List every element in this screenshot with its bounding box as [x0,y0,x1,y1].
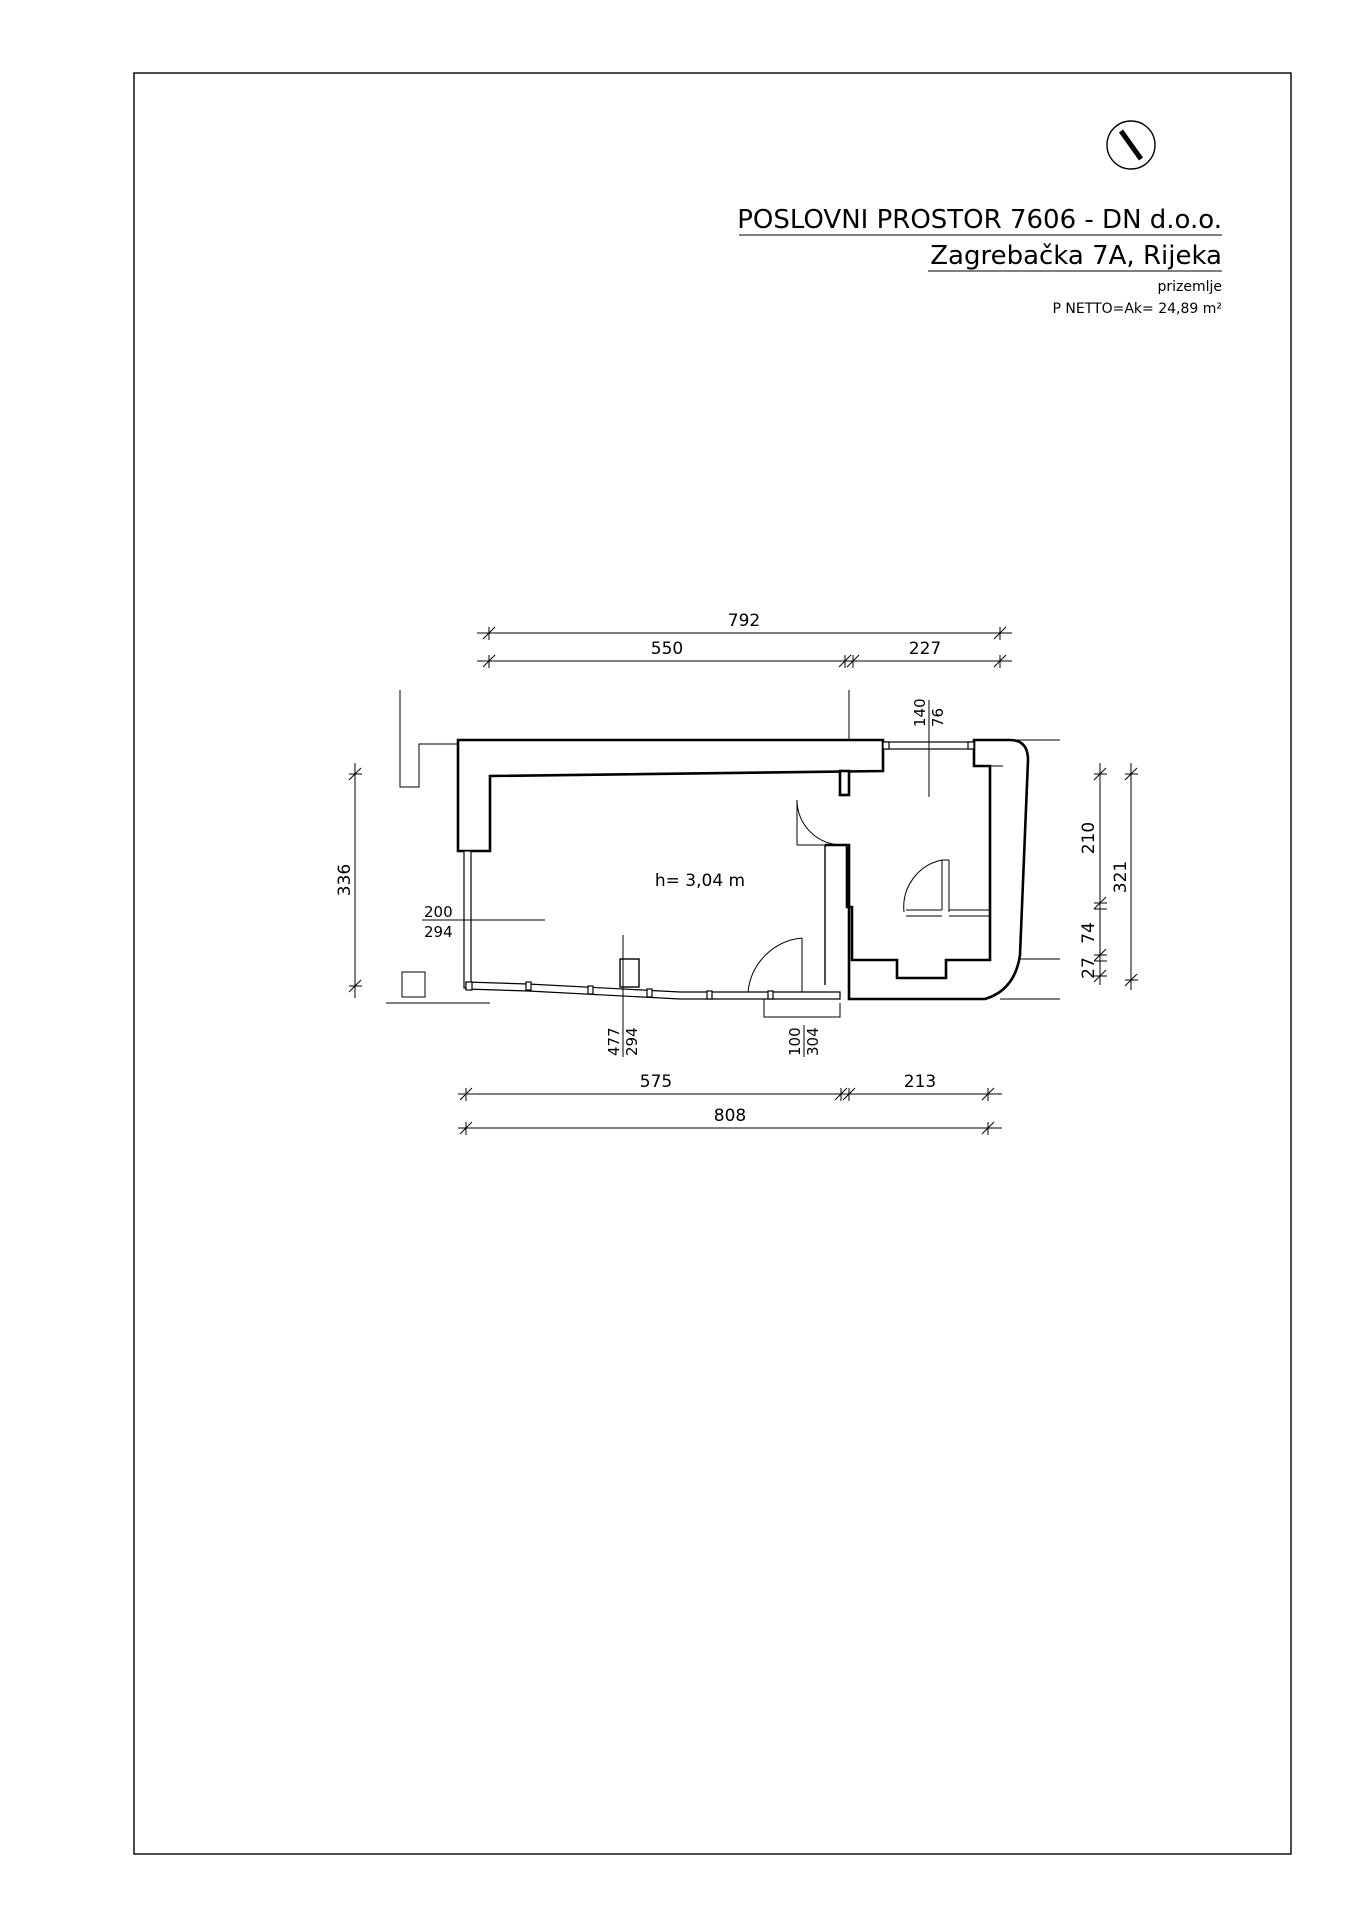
dimension-bottom-total: 808 [713,1106,747,1126]
dimension-right-total: 321 [1111,860,1131,894]
dimension-bottom-right: 213 [903,1072,937,1092]
wall-column [840,771,849,795]
front-window-height: 294 [623,1027,641,1056]
dimension-left-height: 336 [335,863,355,897]
front-window-width: 477 [605,1027,623,1056]
sheet-border [134,73,1291,1854]
window-left-width: 200 [424,903,453,921]
title-block [737,205,1222,317]
dimension-right-upper: 210 [1079,821,1099,855]
north-arrow-icon [1107,121,1155,169]
title-line-2: Zagrebačka 7A, Rijeka [930,241,1222,271]
dimension-left [335,763,362,998]
title-line-1: POSLOVNI PROSTOR 7606 - DN d.o.o. [737,205,1222,235]
wall-north [458,740,883,851]
dimension-right-low: 27 [1079,957,1099,979]
dimension-top-right: 227 [908,639,942,659]
dimension-top-left: 550 [650,639,684,659]
area-label: P NETTO=Ak= 24,89 m² [1052,301,1222,317]
room-height-label: h= 3,04 m [654,871,746,891]
wall-bathroom [825,740,1028,999]
floor-label: prizemlje [1157,279,1222,295]
rear-window-height: 76 [929,707,947,727]
dimension-bottom-left: 575 [639,1072,673,1092]
window-front [466,982,840,999]
door-width: 100 [786,1027,804,1056]
dimension-top-total: 792 [727,611,761,631]
rear-window-width: 140 [911,698,929,727]
window-left-height: 294 [424,923,453,941]
dimension-right-mid: 74 [1079,922,1099,944]
dimension-bottom [458,1072,1002,1135]
interior [620,871,745,987]
door-height: 304 [804,1027,822,1056]
dimension-top [477,611,1012,668]
dimension-right [1079,763,1138,990]
